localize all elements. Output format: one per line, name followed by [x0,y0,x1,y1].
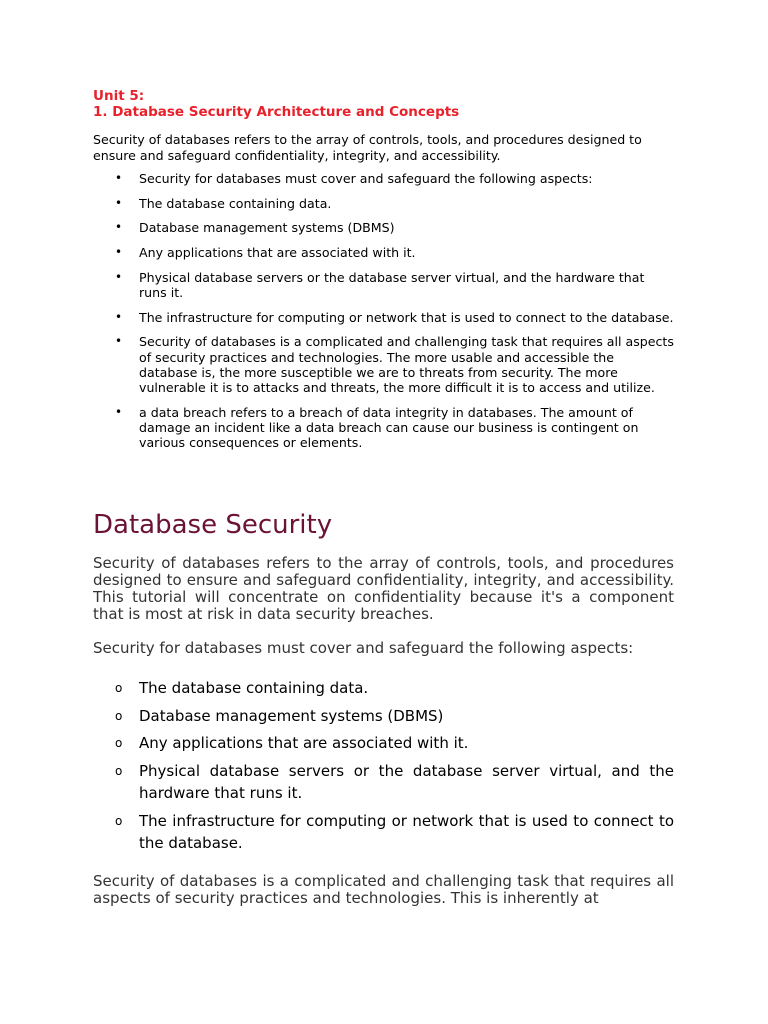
article-paragraph-3: Security of databases is a complicated and challenging task that requires all aspects of security practices and technologies. This is inherently at [93,871,674,907]
bullet-icon: • [115,404,123,419]
list-item: • The infrastructure for computing or network that is used to connect to the database. [115,309,674,325]
list-item: • Any applications that are associated with it. [115,245,416,261]
intro-paragraph: Security of databases refers to the array of controls, tools, and procedures designed to ensure and safeguard confidentiality, integrity, and accessibility. [93,132,642,163]
bullet-icon: • [115,220,123,235]
list-item: • Security of databases is a complicated and challenging task that requires all aspects of security practices and technologies. The more usable and accessible the database is, the more susceptible we are to threats from security. The more vulnerable it is to attacks and threats, the more difficult it is to access and utilize. [115,334,674,396]
section-heading: 1. Database Security Architecture and Concepts [93,104,460,120]
circle-bullet-icon: o [115,681,123,696]
list-item: • Physical database servers or the database server virtual, and the hardware that runs it. [115,269,645,301]
article-title: Database Security [93,510,333,541]
article-paragraph-1: Security of databases refers to the array of controls, tools, and procedures designed to ensure and safeguard confidentiality, integrity, and accessibility. This tutorial will concentrate on confidentiality because it's a component that is most at risk in data security breaches. [93,554,674,624]
list-item: • Security for databases must cover and safeguard the following aspects: [115,171,593,186]
document-page [93,88,674,907]
unit-label: Unit 5: [93,88,145,104]
bullet-icon: • [115,309,123,324]
bullet-icon: • [115,245,123,260]
list-item: • a data breach refers to a breach of data integrity in databases. The amount of damage an incident like a data breach can cause our business is contingent on various consequences or elements. [115,404,639,451]
circle-bullet-icon: o [115,708,123,723]
circle-bullet-icon: o [115,813,123,828]
bullet-icon: • [115,334,123,349]
list-item: o The infrastructure for computing or network that is used to connect to the database. [115,811,674,853]
circle-bullet-icon: o [115,736,123,751]
list-item: • The database containing data. [115,195,332,211]
circle-bullet-icon: o [115,763,123,778]
list-item: • Database management systems (DBMS) [115,220,395,236]
aspects-list [93,677,674,855]
list-item: o The database containing data. [93,677,674,700]
list-item: o Database management systems (DBMS) [93,705,674,728]
bullet-icon: • [115,269,123,284]
bullet-icon: • [115,171,123,185]
list-item: o Physical database servers or the database server virtual, and the hardware that runs it. [115,761,674,803]
bullet-list [93,171,674,450]
list-item: o Any applications that are associated with it. [93,732,674,755]
bullet-icon: • [115,195,123,210]
article-paragraph-2: Security for databases must cover and safeguard the following aspects: [93,639,634,658]
